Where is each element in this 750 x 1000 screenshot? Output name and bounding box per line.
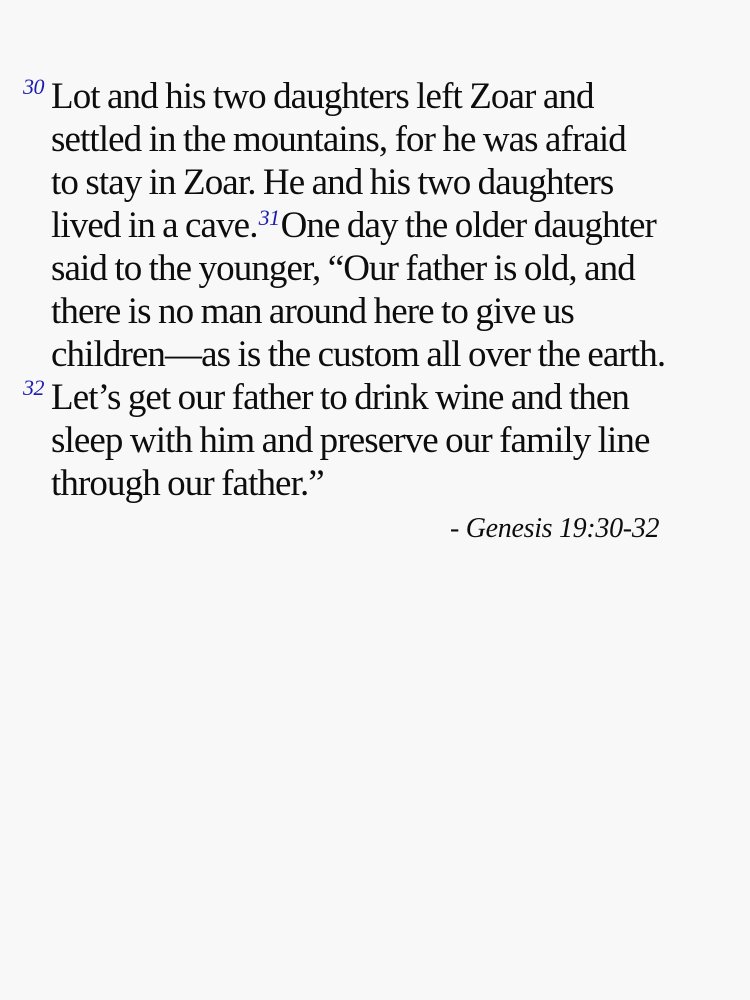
verse-number-31: 31 bbox=[258, 205, 280, 230]
line-text: One day the older daughter bbox=[280, 205, 656, 246]
passage-line-2 bbox=[0, 118, 750, 161]
passage-line-7 bbox=[0, 333, 750, 376]
line-text: said to the younger, “Our father is old, and bbox=[51, 248, 635, 289]
passage-line-8 bbox=[0, 376, 750, 419]
passage-line-3 bbox=[0, 161, 750, 204]
passage-line-10 bbox=[0, 462, 750, 505]
line-text: through our father.” bbox=[51, 463, 324, 504]
verse-number-30: 30 bbox=[23, 74, 44, 99]
line-text: sleep with him and preserve our family line bbox=[51, 420, 650, 461]
line-text: Lot and his two daughters left Zoar and bbox=[51, 76, 594, 117]
line-text: settled in the mountains, for he was afraid bbox=[51, 119, 626, 160]
verse-number-32: 32 bbox=[23, 375, 44, 400]
line-text: children—as is the custom all over the earth. bbox=[51, 334, 666, 375]
passage-line-4 bbox=[0, 204, 750, 247]
scripture-citation: - Genesis 19:30-32 bbox=[450, 513, 660, 544]
line-text: there is no man around here to give us bbox=[51, 291, 574, 332]
line-text: to stay in Zoar. He and his two daughters bbox=[51, 162, 614, 203]
line-text: lived in a cave. bbox=[51, 205, 258, 246]
passage-line-5 bbox=[0, 247, 750, 290]
passage-line-9 bbox=[0, 419, 750, 462]
passage-line-1 bbox=[0, 75, 750, 118]
line-text: Let’s get our father to drink wine and then bbox=[51, 377, 630, 418]
passage-line-6 bbox=[0, 290, 750, 333]
scripture-passage bbox=[0, 75, 750, 505]
